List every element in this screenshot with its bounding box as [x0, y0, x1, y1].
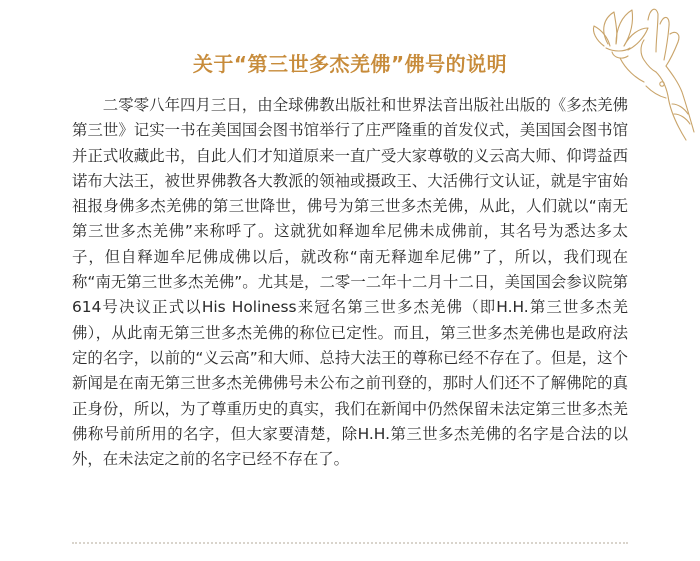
dotted-divider [72, 542, 628, 544]
article-title: 关于“第三世多杰羌佛”佛号的说明 [192, 52, 508, 76]
article-body: 二零零八年四月三日，由全球佛教出版社和世界法音出版社出版的《多杰羌佛第三世》记实一书在美国国会图书馆举行了庄严隆重的首发仪式，美国国会图书馆并正式收藏此书，自此人们才知道原来一直广受大家尊敬的义云高大师、仰谔益西诺布大法王，被世界佛教各大教派的领袖或摄政王、大活佛行文认证，就是宇宙始祖报身佛多杰羌佛的第三世降世，佛号为第三世多杰羌佛，从此，人们就以“南无第三世多杰羌佛”来称呼了。这就犹如释迦牟尼佛未成佛前，其名号为悉达多太子，但自释迦牟尼佛成佛以后，就改称“南无释迦牟尼佛”了，所以，我们现在称“南无第三世多杰羌佛”。尤其是，二零一二年十二月十二日，美国国会参议院第614号决议正式以His Holiness来冠名第三世多杰羌佛（即H.H.第三世多杰羌佛），从此南无第三世多杰羌佛的称位已定性。而且，第三世多杰羌佛也是政府法定的名字，以前的“义云高”和大师、总持大法王的尊称已经不存在了。但是，这个新闻是在南无第三世多杰羌佛佛号未公布之前刊登的，那时人们还不了解佛陀的真正身份，所以，为了尊重历史的真实，我们在新闻中仍然保留未法定第三世多杰羌佛称号前所用的名字，但大家要清楚，除H.H.第三世多杰羌佛的名字是合法的以外，在未法定之前的名字已经不存在了。 [72, 96, 628, 469]
